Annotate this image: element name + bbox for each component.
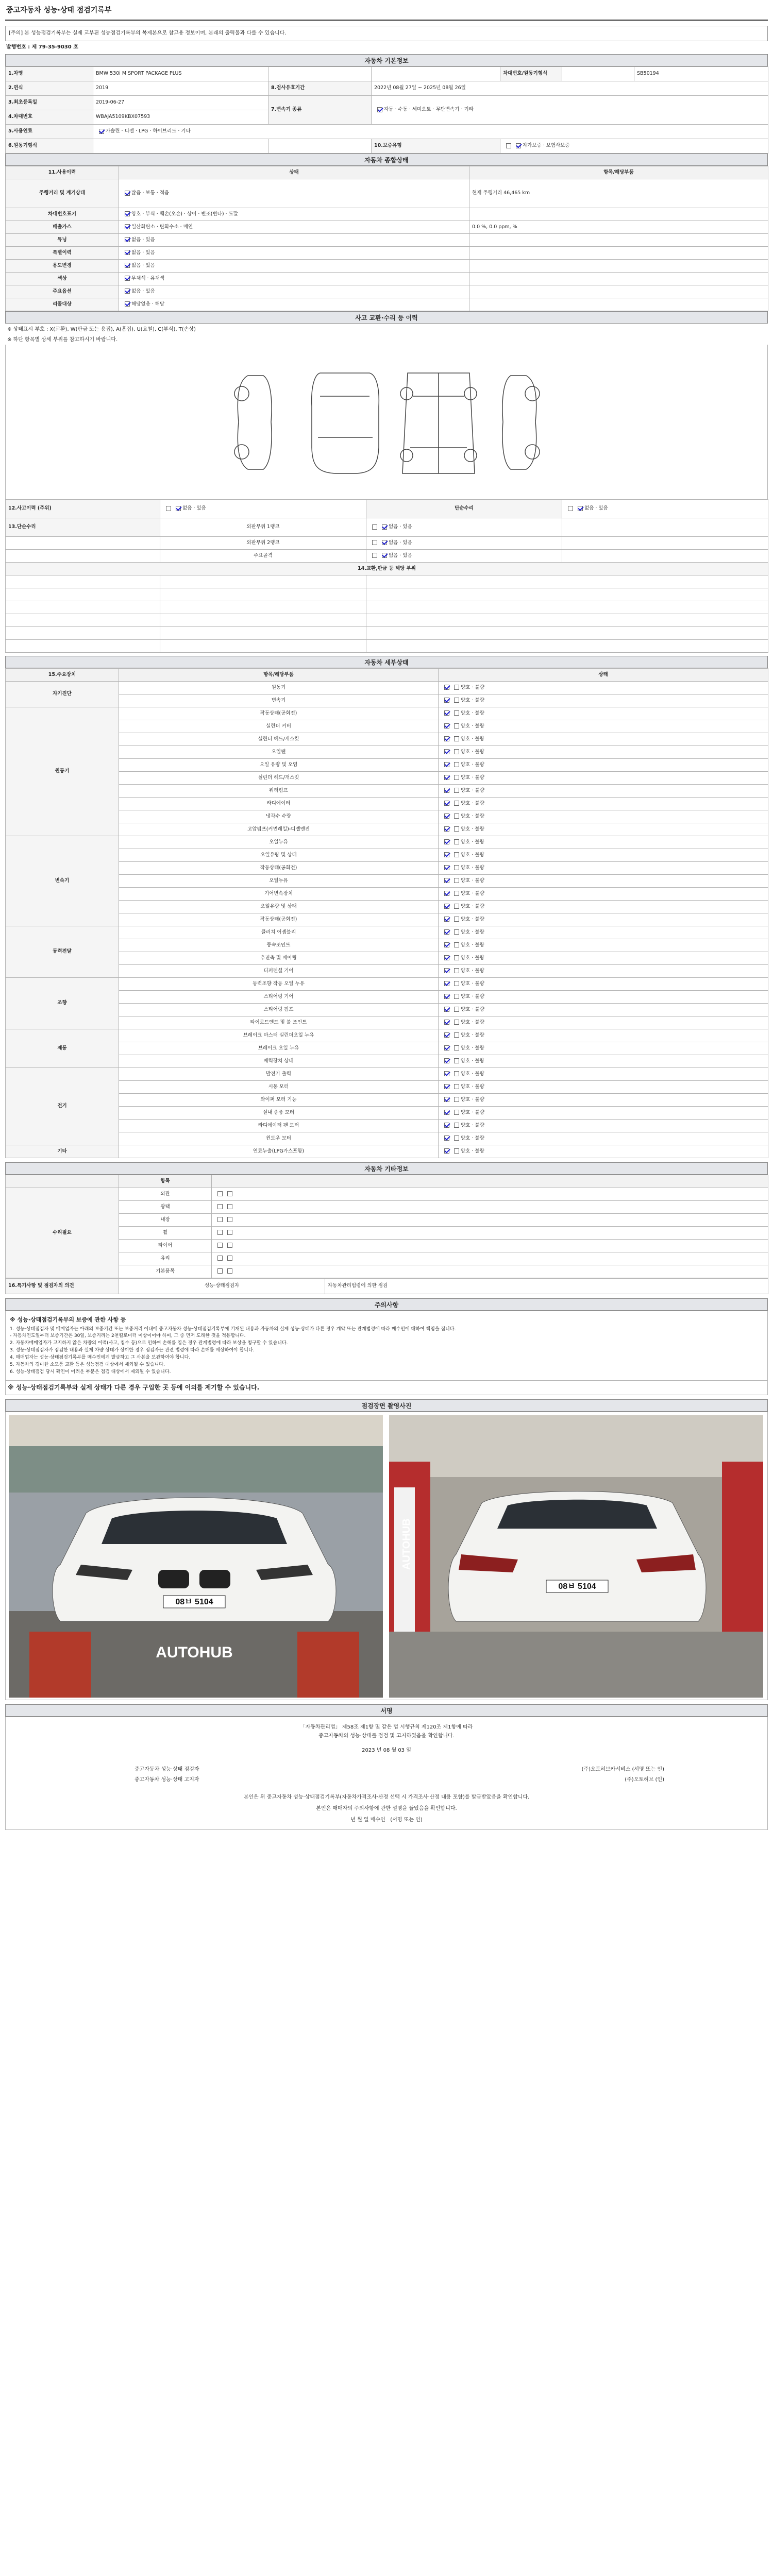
detail-state: 양호 · 불량 bbox=[439, 1067, 768, 1080]
rear-photo bbox=[389, 1415, 763, 1698]
basic-label: 6.원동기형식 bbox=[6, 139, 93, 153]
car-outline-diagram bbox=[6, 345, 767, 499]
detail-group: 자기진단 bbox=[6, 681, 119, 707]
accident-label: 단순수리 bbox=[366, 499, 562, 518]
sign-date: 2023 년 08 월 03 일 bbox=[362, 1748, 411, 1754]
other-state bbox=[212, 1226, 768, 1239]
detail-item: 실린더 헤드/개스킷 bbox=[119, 771, 439, 784]
general-state: 없음 · 있음 bbox=[119, 285, 469, 298]
section-general-state: 자동차 종합상태 bbox=[5, 154, 768, 166]
detail-item: 오일누유 bbox=[119, 874, 439, 887]
detail-state: 양호 · 불량 bbox=[439, 1145, 768, 1158]
detail-state: 양호 · 불량 bbox=[439, 720, 768, 733]
accident-table bbox=[5, 499, 768, 653]
detail-item: 타이로드엔드 및 볼 조인트 bbox=[119, 1016, 439, 1029]
transmission-options: 자동 · 수동 · 세미오토 · 무단변속기 · 기타 bbox=[372, 95, 768, 124]
general-item: 튜닝 bbox=[6, 233, 119, 246]
detail-state: 양호 · 불량 bbox=[439, 694, 768, 707]
caution-heading: ※ 성능·상태점검기록부의 보증에 관한 사항 등 bbox=[10, 1316, 126, 1323]
detail-state: 양호 · 불량 bbox=[439, 964, 768, 977]
detail-state: 양호 · 불량 bbox=[439, 939, 768, 952]
general-note bbox=[469, 285, 768, 298]
caution-line: 6. 성능·상태점검 당시 확인이 어려운 부분은 점검 대상에서 제외될 수 있습니다. bbox=[10, 1369, 171, 1375]
general-state: 없음 · 있음 bbox=[119, 259, 469, 272]
fuel-options: 가솔린 · 디젤 · LPG · 하이브리드 · 기타 bbox=[93, 124, 768, 139]
detail-state: 양호 · 불량 bbox=[439, 784, 768, 797]
detail-state: 양호 · 불량 bbox=[439, 823, 768, 836]
basic-value: 2022년 08월 27일 ~ 2025년 08월 26일 bbox=[372, 81, 768, 95]
detail-state: 양호 · 불량 bbox=[439, 745, 768, 758]
sign-role-value: (주)오토허브 (인) bbox=[625, 1777, 664, 1783]
detail-state: 양호 · 불량 bbox=[439, 758, 768, 771]
general-item: 용도변경 bbox=[6, 259, 119, 272]
general-state-table bbox=[5, 166, 768, 311]
other-group: 수리필요 bbox=[6, 1188, 119, 1278]
detail-item: 오일유량 및 상태 bbox=[119, 900, 439, 913]
accident-value: 없음 · 있음 bbox=[160, 499, 366, 518]
detail-state: 양호 · 불량 bbox=[439, 1003, 768, 1016]
accident-value: 없음 · 있음 bbox=[366, 518, 562, 536]
section-sign: 서명 bbox=[5, 1704, 768, 1717]
general-note bbox=[469, 272, 768, 285]
accident-value: 없음 · 있음 bbox=[366, 536, 562, 549]
signature-block bbox=[5, 1717, 768, 1830]
other-item: 휠 bbox=[119, 1226, 212, 1239]
basic-value: WBAJA5109KBX07593 bbox=[93, 110, 268, 124]
detail-state: 양호 · 불량 bbox=[439, 861, 768, 874]
basic-label: 2.연식 bbox=[6, 81, 93, 95]
caution-line: 3. 성능·상태점검자가 점검한 내용과 실제 차량 상태가 상이한 경우 점검자는 관련 법령에 따라 손해를 배상하여야 합니다. bbox=[10, 1348, 255, 1353]
general-note bbox=[469, 259, 768, 272]
detail-item: 실린더 헤드/개스킷 bbox=[119, 733, 439, 745]
general-state: 없음 · 있음 bbox=[119, 246, 469, 259]
warranty-options: 자가보증 · 보험사보증 bbox=[500, 139, 768, 153]
parts-title: 14.교환,판금 등 해당 부위 bbox=[6, 562, 768, 575]
detail-state: 양호 · 불량 bbox=[439, 952, 768, 964]
caution-line: - 자동차인도일부터 보증기간은 30일, 보증거리는 2천킬로미터 이상이어야 하며, 그 중 먼저 도래한 것을 적용합니다. bbox=[10, 1333, 246, 1339]
detail-item: 브레이크 오일 누유 bbox=[119, 1042, 439, 1055]
car-diagram bbox=[5, 345, 768, 499]
detail-item: 시동 모터 bbox=[119, 1080, 439, 1093]
detail-item: 윈도우 모터 bbox=[119, 1132, 439, 1145]
detail-item: 실린더 커버 bbox=[119, 720, 439, 733]
detail-state: 양호 · 불량 bbox=[439, 849, 768, 861]
detail-item: 기어변속장치 bbox=[119, 887, 439, 900]
detail-state: 양호 · 불량 bbox=[439, 771, 768, 784]
detail-item: 오일유량 및 상태 bbox=[119, 849, 439, 861]
accident-rank: 외판부위 1랭크 bbox=[160, 518, 366, 536]
detail-item: 오일 유량 및 오염 bbox=[119, 758, 439, 771]
detail-item: 고압펌프(커먼레일)-디젤엔진 bbox=[119, 823, 439, 836]
detail-state: 양호 · 불량 bbox=[439, 926, 768, 939]
detail-item: 오일누유 bbox=[119, 836, 439, 849]
general-state: 없음 · 있음 bbox=[119, 233, 469, 246]
detail-item: 원동기 bbox=[119, 681, 439, 694]
accident-legend-2: ※ 하단 항목별 상세 부위를 참고하시기 바랍니다. bbox=[7, 337, 118, 343]
detail-group: 동력전달 bbox=[6, 926, 119, 977]
detail-item: 배력장치 상태 bbox=[119, 1055, 439, 1067]
section-photos: 점검장면 촬영사진 bbox=[5, 1399, 768, 1412]
other-table bbox=[5, 1175, 768, 1278]
detail-item: 오일팬 bbox=[119, 745, 439, 758]
basic-label: 4.차대번호 bbox=[6, 110, 93, 124]
photo-area bbox=[5, 1412, 768, 1700]
detail-item: 냉각수 수량 bbox=[119, 810, 439, 823]
section-caution: 주의사항 bbox=[5, 1298, 768, 1311]
detail-state: 양호 · 불량 bbox=[439, 913, 768, 926]
detail-group: 원동기 bbox=[6, 707, 119, 836]
detail-state: 양호 · 불량 bbox=[439, 681, 768, 694]
basic-label: 5.사용연료 bbox=[6, 124, 93, 139]
general-note bbox=[469, 208, 768, 221]
detail-item: 실내 송풍 모터 bbox=[119, 1106, 439, 1119]
basic-label: 8.검사유효기간 bbox=[268, 81, 372, 95]
other-item: 외관 bbox=[119, 1188, 212, 1200]
detail-state: 양호 · 불량 bbox=[439, 1029, 768, 1042]
general-item: 리콜대상 bbox=[6, 298, 119, 311]
other-state bbox=[212, 1188, 768, 1200]
col-head: 상태 bbox=[439, 668, 768, 681]
col-head: 15.주요장치 bbox=[6, 668, 119, 681]
front-photo bbox=[9, 1415, 383, 1698]
detail-state: 양호 · 불량 bbox=[439, 810, 768, 823]
other-state bbox=[212, 1239, 768, 1252]
detail-state: 양호 · 불량 bbox=[439, 1093, 768, 1106]
other-item: 타이어 bbox=[119, 1239, 212, 1252]
caution-notes bbox=[5, 1311, 768, 1381]
basic-value: 2019-06-27 bbox=[93, 95, 268, 110]
detail-item: 등속조인트 bbox=[119, 939, 439, 952]
basic-info-table bbox=[5, 66, 768, 154]
document-title: 중고자동차 성능·상태 점검기록부 bbox=[5, 4, 768, 21]
basic-value: 2019 bbox=[93, 81, 268, 95]
general-state: 많음 · 보통 · 적음 bbox=[119, 179, 469, 208]
col-head: 항목/해당부품 bbox=[469, 166, 768, 179]
col-head: 11.사용이력 bbox=[6, 166, 119, 179]
basic-label: 차대번호/원동기형식 bbox=[500, 66, 562, 81]
general-note bbox=[469, 298, 768, 311]
detail-item: 브레이크 마스터 실린더오일 누유 bbox=[119, 1029, 439, 1042]
detail-item: 디퍼렌셜 기어 bbox=[119, 964, 439, 977]
detail-item: 클러치 어셈블리 bbox=[119, 926, 439, 939]
sign-confirm: 본인은 매매자의 주의사항에 관한 설명을 들었음을 확인합니다. bbox=[316, 1806, 457, 1812]
sign-role: 중고자동차 성능·상태 고지자 bbox=[135, 1777, 199, 1783]
other-state bbox=[212, 1265, 768, 1278]
detail-item: 발전기 출력 bbox=[119, 1067, 439, 1080]
other-item: 광택 bbox=[119, 1200, 212, 1213]
general-state: 무채색 · 유채색 bbox=[119, 272, 469, 285]
section-detail: 자동차 세부상태 bbox=[5, 656, 768, 668]
detail-state: 양호 · 불량 bbox=[439, 733, 768, 745]
front-plate-text: 08ㅂ 5104 bbox=[175, 1598, 213, 1607]
section-accident: 사고 교환·수리 등 이력 bbox=[5, 311, 768, 324]
col-head: 항목/해당부품 bbox=[119, 668, 439, 681]
general-state: 일산화탄소 · 탄화수소 · 매연 bbox=[119, 221, 469, 233]
detail-state: 양호 · 불량 bbox=[439, 836, 768, 849]
caution-line: 4. 매매업자는 성능·상태점검기록부를 매수인에게 발급하고 그 사본을 보관하여야 합니다. bbox=[10, 1355, 191, 1361]
detail-state: 양호 · 불량 bbox=[439, 1106, 768, 1119]
other-item: 유리 bbox=[119, 1252, 212, 1265]
accident-value: 없음 · 있음 bbox=[562, 499, 768, 518]
general-item: 배출가스 bbox=[6, 221, 119, 233]
detail-item: 라디에이터 bbox=[119, 797, 439, 810]
detail-state: 양호 · 불량 bbox=[439, 1016, 768, 1029]
general-item: 주요옵션 bbox=[6, 285, 119, 298]
detail-state: 양호 · 불량 bbox=[439, 990, 768, 1003]
detail-group: 조향 bbox=[6, 977, 119, 1029]
other-item: 내장 bbox=[119, 1213, 212, 1226]
detail-item: 작동상태(공회전) bbox=[119, 913, 439, 926]
detail-state: 양호 · 불량 bbox=[439, 1080, 768, 1093]
detail-item: 동력조향 작동 오일 누유 bbox=[119, 977, 439, 990]
general-state: 해당없음 · 해당 bbox=[119, 298, 469, 311]
caution-line: 5. 자동차의 경미한 소모품 교환 등은 성능점검 대상에서 제외될 수 있습니다. bbox=[10, 1362, 165, 1368]
cert-number: 발행번호 : 제 79-35-9030 호 bbox=[6, 44, 78, 50]
accident-rank: 외판부위 2랭크 bbox=[160, 536, 366, 549]
notice-box: [주의] 본 성능점검기록부는 실제 교부된 성능점검기록부의 복제본으로 참고용 정보이며, 본래의 출력물과 다를 수 있습니다. bbox=[5, 26, 768, 42]
note-value: 성능·상태점검자 bbox=[119, 1278, 325, 1294]
basic-value: SB50194 bbox=[634, 66, 768, 81]
accident-label: 12.사고이력 (주위) bbox=[6, 499, 160, 518]
sign-confirm: 본인은 위 중고자동차 성능·상태점검기록부(자동차가격조사·산정 선택 시 가격조사·산정 내용 포함)를 발급받았음을 확인합니다. bbox=[243, 1794, 530, 1801]
basic-label: 3.최초등록일 bbox=[6, 95, 93, 110]
detail-state: 양호 · 불량 bbox=[439, 887, 768, 900]
detail-group: 변속기 bbox=[6, 836, 119, 926]
detail-item: 스티어링 기어 bbox=[119, 990, 439, 1003]
detail-group: 전기 bbox=[6, 1067, 119, 1145]
basic-label: 7.변속기 종류 bbox=[268, 95, 372, 124]
other-note-table bbox=[5, 1278, 768, 1294]
general-item: 특별이력 bbox=[6, 246, 119, 259]
detail-state: 양호 · 불량 bbox=[439, 1119, 768, 1132]
general-item: 주행거리 및 계기상태 bbox=[6, 179, 119, 208]
note-label: 16.특기사항 및 점검자의 의견 bbox=[6, 1278, 119, 1294]
accident-legend: ※ 상태표시 부호 : X(교환), W(판금 또는 용접), A(흠집), U(요철), C(부식), T(손상) bbox=[7, 326, 196, 332]
accident-label: 13.단순수리 bbox=[6, 518, 160, 536]
caution-big-note: ※ 성능·상태점검기록부와 실제 상태가 다른 경우 구입한 곳 등에 이의를 제기할 수 있습니다. bbox=[5, 1381, 768, 1395]
detail-state: 양호 · 불량 bbox=[439, 1042, 768, 1055]
rear-car-image bbox=[389, 1415, 763, 1698]
section-basic-info: 자동차 기본정보 bbox=[5, 54, 768, 66]
note-text: 자동차관리법령에 의한 점검 bbox=[325, 1278, 768, 1294]
basic-value: BMW 530i M SPORT PACKAGE PLUS bbox=[93, 66, 268, 81]
front-car-image bbox=[9, 1415, 383, 1698]
accident-rank: 주요골격 bbox=[160, 549, 366, 562]
detail-table bbox=[5, 668, 768, 1158]
detail-item: 작동상태(공회전) bbox=[119, 861, 439, 874]
detail-state: 양호 · 불량 bbox=[439, 977, 768, 990]
general-note bbox=[469, 233, 768, 246]
detail-group: 제동 bbox=[6, 1029, 119, 1067]
general-note: 0.0 %, 0.0 ppm, % bbox=[469, 221, 768, 233]
basic-label: 1.차명 bbox=[6, 66, 93, 81]
sign-line: 중고자동차의 성능·상태를 점검 및 고지하였음을 확인합니다. bbox=[318, 1733, 455, 1739]
other-state bbox=[212, 1252, 768, 1265]
detail-group: 기타 bbox=[6, 1145, 119, 1158]
detail-item: 와이퍼 모터 기능 bbox=[119, 1093, 439, 1106]
detail-state: 양호 · 불량 bbox=[439, 1055, 768, 1067]
detail-item: 변속기 bbox=[119, 694, 439, 707]
accident-value: 없음 · 있음 bbox=[366, 549, 562, 562]
other-state bbox=[212, 1200, 768, 1213]
sign-date-line: 년 월 일 매수인 (서명 또는 인) bbox=[350, 1817, 423, 1823]
caution-line: 1. 성능·상태점검자 및 매매업자는 아래의 보증기간 또는 보증거리 이내에 중고자동차 성능·상태점검기록부에 기재된 내용과 자동차의 실제 성능·상태가 다른 경우 계약 또는 관계법령에 따라 매수인에 대하여 책임을 집니다. bbox=[10, 1326, 456, 1332]
detail-state: 양호 · 불량 bbox=[439, 797, 768, 810]
sign-role: 중고자동차 성능·상태 점검자 bbox=[135, 1767, 199, 1773]
section-other: 자동차 기타정보 bbox=[5, 1162, 768, 1175]
general-item: 차대번호표기 bbox=[6, 208, 119, 221]
general-item: 색상 bbox=[6, 272, 119, 285]
other-item: 기본품목 bbox=[119, 1265, 212, 1278]
col-head: 상태 bbox=[119, 166, 469, 179]
detail-item: 연료누출(LPG가스포함) bbox=[119, 1145, 439, 1158]
general-note: 현재 주행거리 46,465 km bbox=[469, 179, 768, 208]
detail-state: 양호 · 불량 bbox=[439, 900, 768, 913]
general-state: 양호 · 부식 · 훼손(오손) · 상이 · 변조(변타) · 도말 bbox=[119, 208, 469, 221]
detail-item: 라디에이터 팬 모터 bbox=[119, 1119, 439, 1132]
cert-number-value: 제 79-35-9030 호 bbox=[31, 44, 78, 50]
other-state bbox=[212, 1213, 768, 1226]
detail-item: 스티어링 펌프 bbox=[119, 1003, 439, 1016]
rear-brand-text: AUTOHUB bbox=[401, 1518, 412, 1570]
caution-line: 2. 자동차매매업자가 고지하지 않은 차량의 이력(사고, 침수 등)으로 인하여 손해를 입은 경우 관계법령에 따라 보상을 청구할 수 있습니다. bbox=[10, 1341, 288, 1346]
detail-item: 워터펌프 bbox=[119, 784, 439, 797]
detail-state: 양호 · 불량 bbox=[439, 707, 768, 720]
basic-label: 10.보증유형 bbox=[372, 139, 500, 153]
detail-state: 양호 · 불량 bbox=[439, 1132, 768, 1145]
col-head: 항목 bbox=[119, 1175, 212, 1188]
detail-state: 양호 · 불량 bbox=[439, 874, 768, 887]
front-brand-text: AUTOHUB bbox=[156, 1644, 233, 1662]
general-note bbox=[469, 246, 768, 259]
rear-plate-text: 08ㅂ 5104 bbox=[558, 1582, 596, 1591]
sign-line: 「자동차관리법」 제58조 제1항 및 같은 법 시행규칙 제120조 제1항에 따라 bbox=[300, 1724, 473, 1731]
detail-item: 작동상태(공회전) bbox=[119, 707, 439, 720]
sign-role-value: (주)오토허브카서비스 (서명 또는 인) bbox=[581, 1767, 664, 1773]
detail-item: 추진축 및 베어링 bbox=[119, 952, 439, 964]
